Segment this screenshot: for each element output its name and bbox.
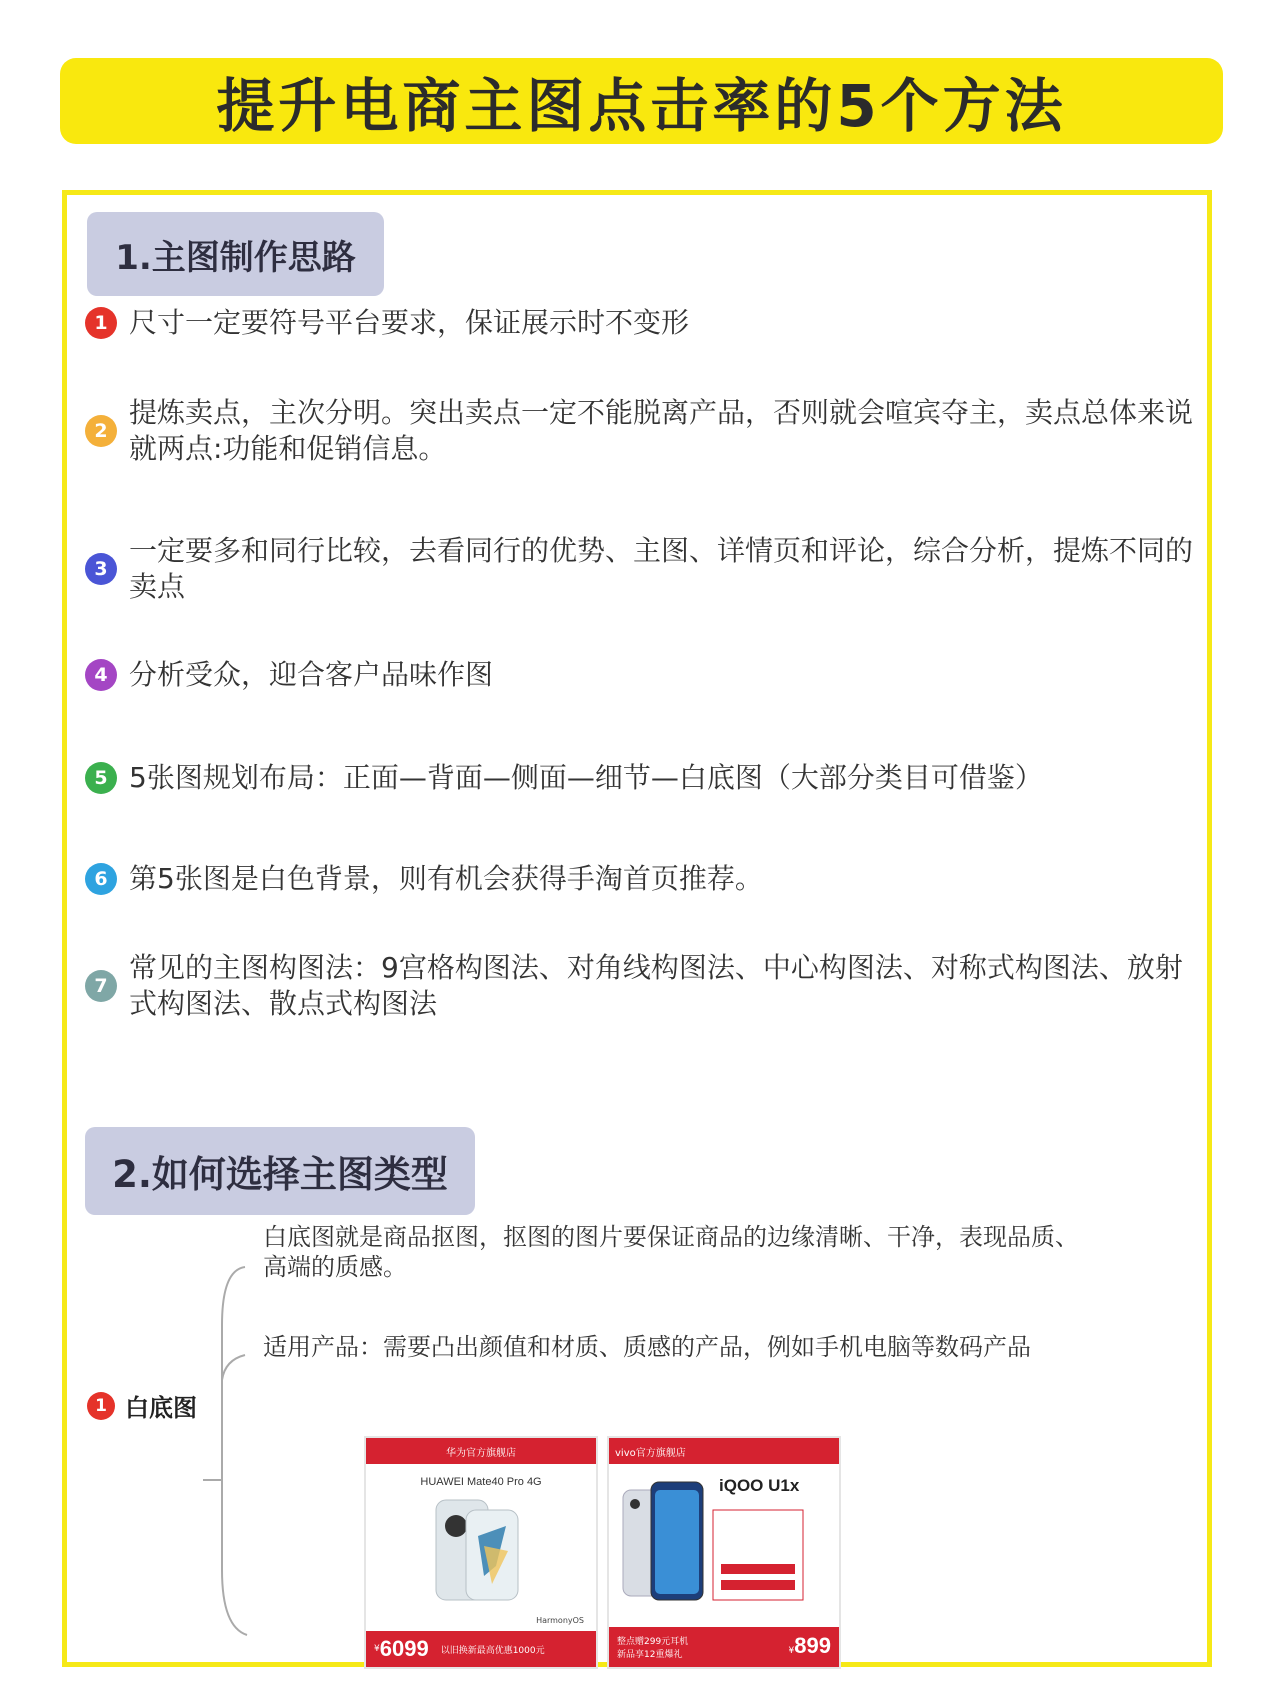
product-price: 899 (794, 1633, 831, 1658)
title-banner (60, 58, 1223, 144)
price-bar (366, 1631, 596, 1667)
list-item-1 (85, 305, 1195, 341)
number-badge-4: 4 (85, 659, 117, 691)
list-item-2 (85, 395, 1195, 467)
promo-text: 整点赠299元耳机 (617, 1637, 689, 1647)
number-badge-1: 1 (85, 307, 117, 339)
mindmap-node-white-background (87, 1388, 197, 1423)
section-heading-1 (87, 212, 384, 296)
currency-symbol: ¥ (374, 1644, 380, 1654)
list-item-5 (85, 760, 1195, 796)
list-item-6 (85, 861, 1195, 897)
number-badge-6: 6 (85, 863, 117, 895)
product-image-huawei (364, 1436, 598, 1669)
list-item-4-text: 分析受众，迎合客户品味作图 (129, 658, 494, 691)
section-heading-1-text: 1.主图制作思路 (115, 237, 356, 278)
promo-text-2: 新品享12重爆礼 (617, 1650, 683, 1660)
number-badge-2: 2 (85, 415, 117, 447)
number-badge-7: 7 (85, 970, 117, 1002)
section-heading-2-text: 2.如何选择主图类型 (112, 1153, 448, 1196)
list-item-2-text: 提炼卖点，主次分明。突出卖点一定不能脱离产品，否则就会喧宾夺主，卖点总体来说就两点:功能和促销信息。 (129, 396, 1194, 465)
product-shop-name: 华为官方旗舰店 (366, 1438, 596, 1464)
list-item-3-text: 一定要多和同行比较，去看同行的优势、主图、详情页和评论，综合分析，提炼不同的卖点 (129, 534, 1194, 603)
list-item-7-text: 常见的主图构图法：9宫格构图法、对角线构图法、中心构图法、对称式构图法、放射式构图法、散点式构图法 (129, 951, 1183, 1020)
list-item-5-text: 5张图规划布局：正面—背面—侧面—细节—白底图（大部分类目可借鉴） (129, 761, 1043, 794)
page-title: 提升电商主图点击率的5个方法 (216, 72, 1067, 140)
list-item-1-text: 尺寸一定要符号平台要求，保证展示时不变形 (129, 306, 690, 339)
brace-connector (187, 1215, 267, 1655)
product-model: HUAWEI Mate40 Pro 4G (420, 1476, 542, 1488)
number-badge-5: 5 (85, 762, 117, 794)
list-item-6-text: 第5张图是白色背景，则有机会获得手淘首页推荐。 (129, 862, 763, 895)
price-tag (789, 1633, 831, 1659)
branch-description: 白底图就是商品抠图，抠图的图片要保证商品的边缘清晰、干净，表现品质、高端的质感。 (263, 1223, 1079, 1281)
currency-symbol: ¥ (788, 1646, 795, 1656)
section-heading-2 (85, 1127, 475, 1215)
list-item-7 (85, 950, 1195, 1022)
phone-illustration (366, 1496, 596, 1606)
content-panel (62, 190, 1212, 1667)
product-image-vivo (607, 1436, 841, 1669)
os-label: HarmonyOS (536, 1616, 584, 1625)
number-badge-3: 3 (85, 553, 117, 585)
list-item-4 (85, 657, 1195, 693)
product-shop-name: vivo官方旗舰店 (609, 1438, 839, 1464)
node-number-badge: 1 (87, 1392, 115, 1420)
promo-text: 以旧换新最高优惠1000元 (440, 1645, 545, 1656)
product-model: iQOO U1x (719, 1476, 800, 1495)
product-price: 6099 (379, 1636, 429, 1661)
list-item-3 (85, 533, 1195, 605)
node-label: 白底图 (125, 1394, 197, 1422)
branch-applicable-products: 适用产品：需要凸出颜值和材质、质感的产品，例如手机电脑等数码产品 (263, 1333, 1031, 1361)
